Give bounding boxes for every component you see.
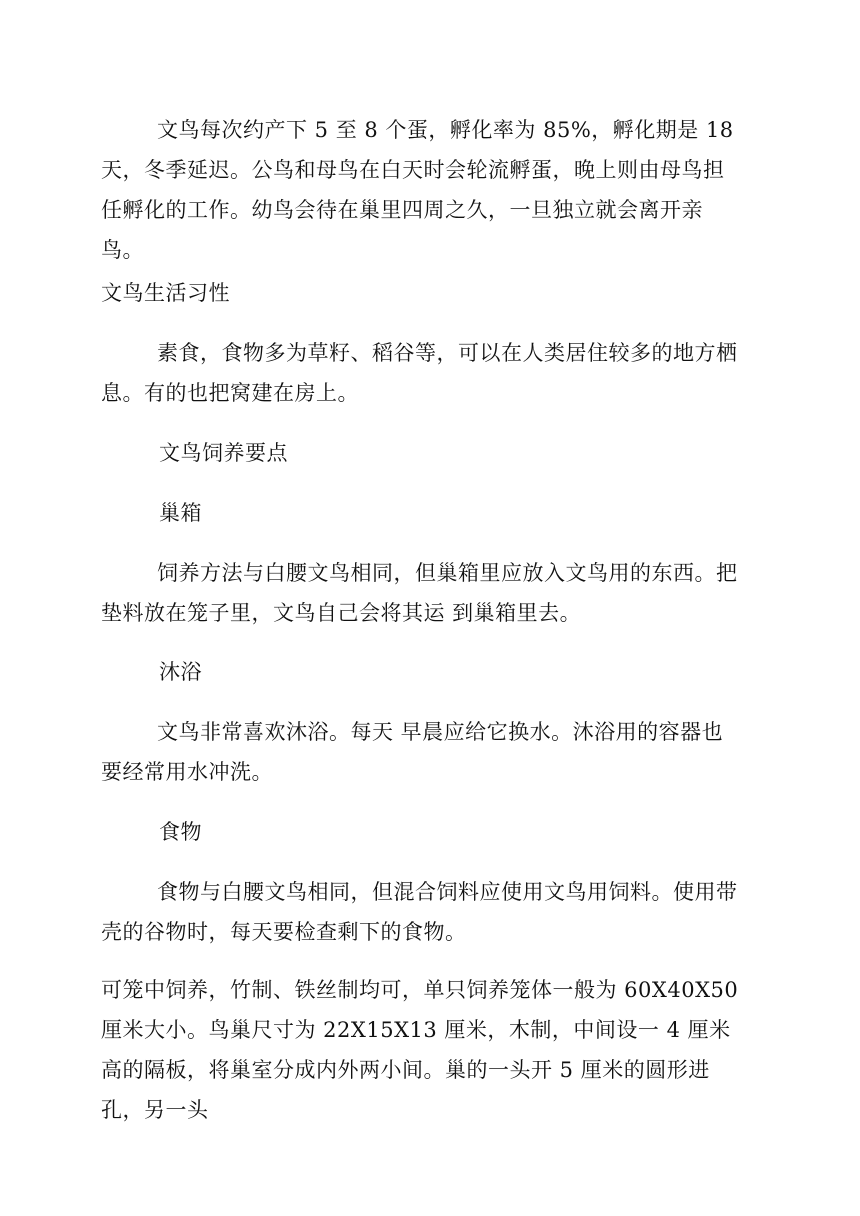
paragraph-food: 食物与白腰文鸟相同，但混合饲料应使用文鸟用饲料。使用带壳的谷物时，每天要检查剩下的食物。 bbox=[101, 880, 738, 944]
paragraph-diet: 素食，食物多为草籽、稻谷等，可以在人类居住较多的地方栖息。有的也把窝建在房上。 bbox=[101, 341, 738, 405]
paragraph-cage: 可笼中饲养，竹制、铁丝制均可，单只饲养笼体一般为 60X40X50 厘米大小。鸟巢尺寸为 22X15X13 厘米，木制，中间设一 4 厘米高的隔板，将巢室分成内外两小间。巢的一头开 5 厘米的圆形进孔，另一头 bbox=[101, 978, 739, 1122]
heading-care-points: 文鸟饲养要点 bbox=[159, 441, 288, 465]
paragraph-breeding-eggs: 文鸟每次约产下 5 至 8 个蛋，孵化率为 85%，孵化期是 18 天，冬季延迟。公鸟和母鸟在白天时会轮流孵蛋，晚上则由母鸟担任孵化的工作。幼鸟会待在巢里四周之久，一旦独立就会离开亲鸟。 bbox=[101, 118, 734, 262]
heading-living-habits: 文鸟生活习性 bbox=[101, 281, 230, 305]
paragraph-bathing: 文鸟非常喜欢沐浴。每天 早晨应给它换水。沐浴用的容器也要经常用水冲洗。 bbox=[101, 720, 724, 784]
heading-bathing: 沐浴 bbox=[159, 660, 202, 684]
heading-food: 食物 bbox=[159, 820, 202, 844]
paragraph-nest-box: 饲养方法与白腰文鸟相同，但巢箱里应放入文鸟用的东西。把垫料放在笼子里，文鸟自己会将其运 到巢箱里去。 bbox=[101, 561, 738, 625]
heading-nest-box: 巢箱 bbox=[159, 501, 202, 525]
